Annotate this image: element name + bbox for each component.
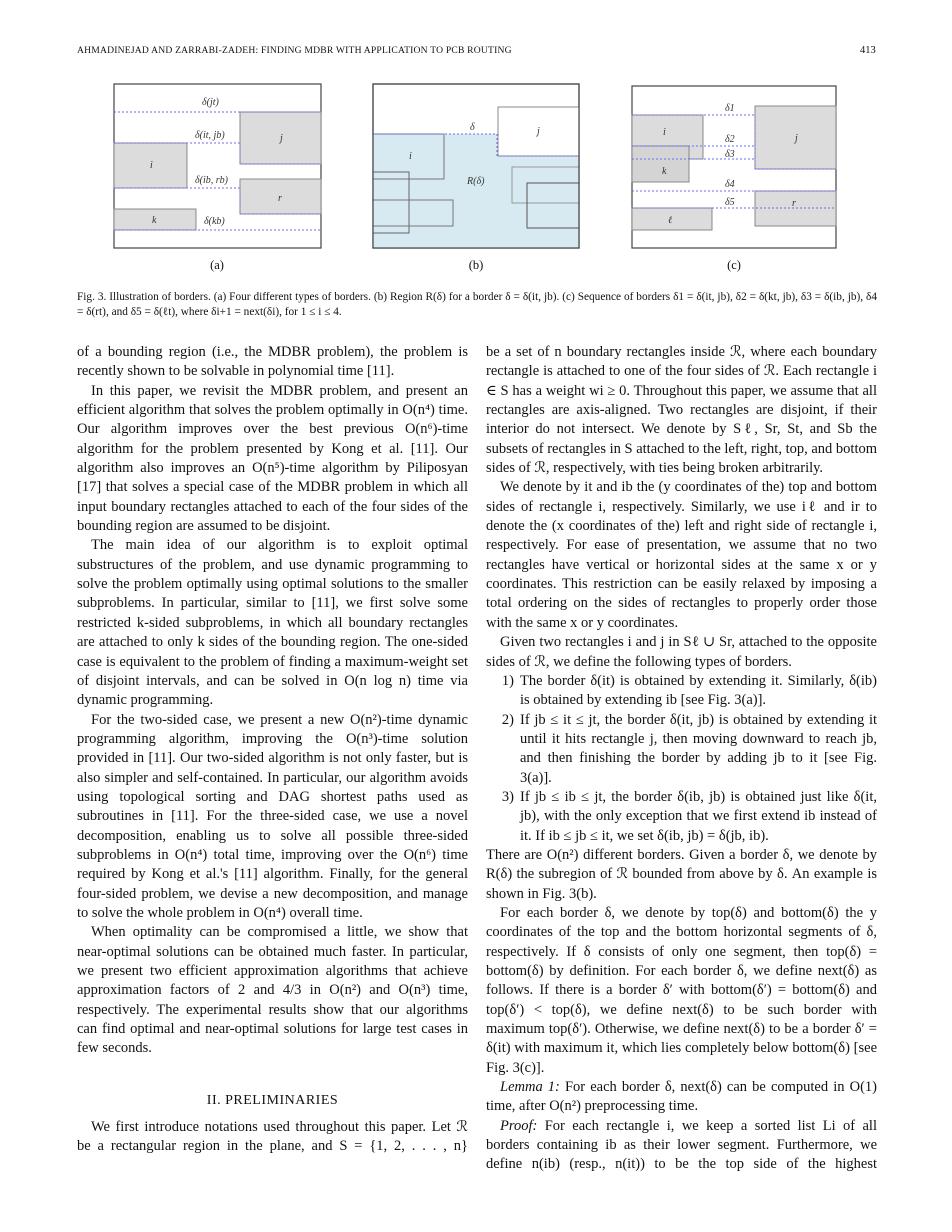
- paragraph: When optimality can be compromised a little, we show that near-optimal solutions can be obtained much faster. In particular, we present two efficient approximation algorithms that achieve approximation factors of 2 and 4/3 in O(n²) and O(n³) time, respectively. The experimental results show that our algorithms can find optimal and near-optimal solutions for large test cases in few seconds.: [77, 924, 468, 1057]
- list-text: The border δ(it) is obtained by extending it. Similarly, δ(ib) is obtained by extending ib [see Fig. 3(a)].: [520, 672, 877, 709]
- figure-3a: [114, 84, 321, 248]
- proof-label: Proof:: [500, 1117, 538, 1134]
- label-d3: δ3: [725, 149, 735, 160]
- paragraph: of a bounding region (i.e., the MDBR problem), the problem is recently shown to be solvable in polynomial time [11].: [77, 344, 468, 380]
- paragraph: There are O(n²) different borders. Given a border δ, we denote by R(δ) the subregion of ℛ bounded from above by δ. An example is shown in Fig. 3(b).: [486, 846, 877, 902]
- label-delta: δ: [470, 122, 475, 133]
- label-k: k: [152, 215, 157, 226]
- label-l: ℓ: [668, 215, 673, 226]
- label-d5: δ5: [725, 197, 735, 208]
- figure-3a-drawing: [114, 84, 321, 248]
- figure-3b-drawing: [373, 84, 579, 248]
- lemma-text: For each border δ, next(δ) can be computed in O(1) time, after O(n²) preprocessing time.: [486, 1079, 877, 1115]
- left-column: [77, 343, 468, 1157]
- label-d1: δ1: [725, 103, 735, 114]
- label-r: r: [278, 193, 282, 204]
- right-column: [486, 343, 877, 1175]
- label-i: i: [150, 160, 153, 171]
- label-r: r: [792, 198, 796, 209]
- paragraph: In this paper, we revisit the MDBR problem, and present an efficient algorithm that solves the problem optimally in O(n⁴) time. Our algorithm improves over the best previous O(n⁶)-time algorithm for the problem presented by Kong et al. [11]. Our algorithm also improves an O(n⁵)-time algorithm by Piliposyan [17] that solves a special case of the MDBR problem in which all input boundary rectangles attached to each of the four sides of the bounding region are assumed to be disjoint.: [77, 382, 468, 535]
- list-item: [486, 672, 877, 711]
- list-item: [486, 711, 877, 788]
- proof: [486, 1117, 877, 1175]
- paragraph: We first introduce notations used throughout this paper. Let ℛ be a rectangular region in the plane, and S = {1, 2, . . . , n}: [77, 1119, 468, 1155]
- rect-k: [632, 146, 689, 182]
- list-number: 2): [501, 711, 514, 728]
- label-j: j: [537, 126, 540, 137]
- label-d-ib-rb: δ(ib, rb): [195, 175, 228, 186]
- page-number: 413: [860, 45, 876, 56]
- lemma-label: Lemma 1:: [500, 1079, 560, 1096]
- label-i: i: [409, 151, 412, 162]
- label-d-it-jb: δ(it, jb): [195, 130, 225, 141]
- label-region: R(δ): [467, 176, 485, 187]
- list-text: If jb ≤ ib ≤ jt, the border δ(ib, jb) is obtained just like δ(it, jb), with the only exception that we first extend ib instead of it. If ib ≤ jb ≤ it, we set δ(ib, jb) = δ(jb, ib).: [520, 788, 877, 844]
- subfigure-label-a: (a): [210, 258, 224, 272]
- label-i: i: [663, 127, 666, 138]
- section-heading: II. PRELIMINARIES: [206, 1092, 339, 1108]
- label-k: k: [662, 166, 667, 177]
- list-number: 1): [501, 672, 514, 689]
- label-j: j: [280, 133, 283, 144]
- paragraph: For the two-sided case, we present a new O(n²)-time dynamic programming algorithm, improving the O(n³)-time solution provided in [11]. Our two-sided algorithm is not only faster, but is also simpler and self-contained. In particular, our algorithm avoids using topological sorting and DAG shortest paths used as subroutines in [11]. For the three-sided case, we use a novel decomposition, enabling us to solve all possible three-sided subproblems in O(n⁴) total time, improving over the O(n⁶) time required by Kong et al.'s [11] algorithm. Finally, for the general four-sided problem, we devise a new decomposition, and manage to solve the whole problem in O(n⁴) overall time.: [77, 711, 468, 921]
- label-d-kb: δ(kb): [204, 216, 225, 227]
- figure-3b: [373, 84, 579, 248]
- label-d-jt: δ(jt): [202, 97, 219, 108]
- running-header: AHMADINEJAD AND ZARRABI-ZADEH: FINDING MDBR WITH APPLICATION TO PCB ROUTING: [77, 45, 512, 56]
- lemma: [486, 1078, 877, 1117]
- list-text: If jb ≤ it ≤ jt, the border δ(it, jb) is obtained by extending it until it hits rectangle j, then moving downward to reach jb, and then finishing the border by adding jb to it [see Fig. 3(a)].: [520, 711, 877, 786]
- figure-caption: Fig. 3. Illustration of borders. (a) Four different types of borders. (b) Region R(δ) for a border δ = δ(it, jb). (c) Sequence of borders δ1 = δ(it, jb), δ2 = δ(kt, jb), δ3 = δ(ib, jb), δ4 = δ(rt), and δ5 = δ(ℓt), where δi+1 = next(δi), for 1 ≤ i ≤ 4.: [77, 291, 877, 318]
- figure-3c: [632, 86, 836, 248]
- label-d4: δ4: [725, 179, 735, 190]
- label-j: j: [795, 133, 798, 144]
- list-number: 3): [501, 788, 514, 805]
- paragraph: For each border δ, we denote by top(δ) and bottom(δ) the y coordinates of the top and the bottom horizontal segments of δ, respectively. If δ consists of only one segment, then top(δ) = bottom(δ) by definition. For each border δ, we define next(δ) as follows. If there is a border δ′ with bottom(δ′) = bottom(δ) and top(δ′) < top(δ), we define next(δ) to be such border with maximum top(δ′). Otherwise, we define next(δ) to be a border δ′ = δ(it) with maximum it, which lies completely below bottom(δ) [see Fig. 3(c)].: [486, 904, 877, 1076]
- figure-3c-drawing: [632, 86, 836, 248]
- paragraph: be a set of n boundary rectangles inside ℛ, where each boundary rectangle is attached to one of the four sides of ℛ. Each rectangle i ∈ S has a weight wi ≥ 0. Throughout this paper, we assume that all rectangles are axis-aligned. Two rectangles are disjoint, if their interior do not intersect. We denote by Sℓ, Sr, St, and Sb the subsets of rectangles in S attached to the left, right, top, and bottom sides of ℛ, respectively, with ties being broken arbitrarily.: [486, 344, 878, 477]
- paragraph: The main idea of our algorithm is to exploit optimal substructures of the problem, and use dynamic programming to solve the problem optimally using optimal solutions to the smaller subproblems. In particular, similar to [11], we first solve some restricted k-sided subproblems, in which all boundary rectangles are attached to only k sides of the bounding region. The one-sided case is equivalent to the problem of finding a maximum-weight set of disjoint intervals, and can be solved in O(n log n) time via dynamic programming.: [77, 537, 468, 709]
- list-item: [486, 788, 877, 846]
- paragraph: Given two rectangles i and j in Sℓ ∪ Sr, attached to the opposite sides of ℛ, we define the following types of borders.: [486, 634, 877, 670]
- label-d2: δ2: [725, 134, 735, 145]
- subfigure-label-c: (c): [727, 258, 741, 272]
- subfigure-label-b: (b): [468, 258, 484, 272]
- proof-text: For each rectangle i, we keep a sorted list Li of all borders containing ib as their lower segment. Furthermore, we define n(ib) (resp., n(it)) to be the top side of the highest: [486, 1117, 877, 1173]
- paragraph: We denote by it and ib the (y coordinates of the) top and bottom sides of rectangle i, respectively. Similarly, we use iℓ and ir to denote the (x coordinates of the) left and right side of rectangle i, respectively. For ease of presentation, we assume that no two rectangles have vertical or horizontal sides at the same x or y coordinates. This restriction can be easily relaxed by imposing a total ordering on the sides of rectangles to properly order those with the same x or y coordinates.: [486, 479, 877, 631]
